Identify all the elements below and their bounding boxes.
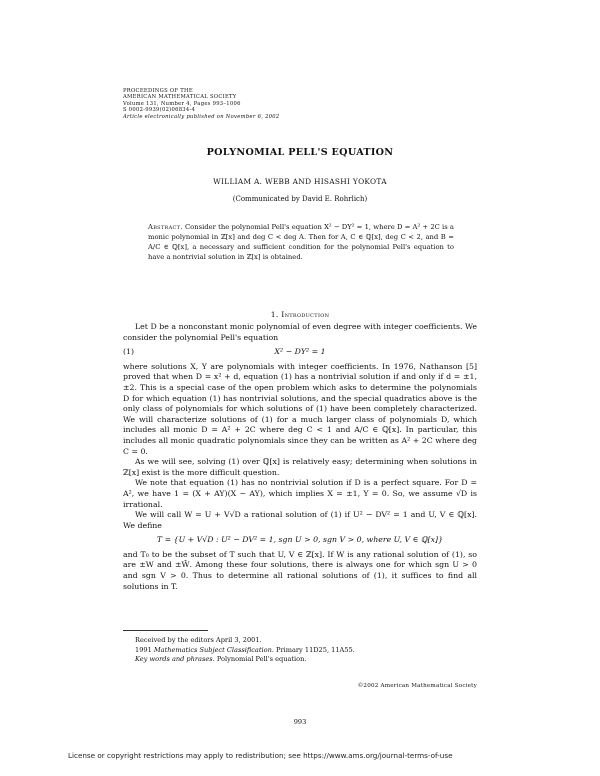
section-number: 1. [270, 310, 279, 319]
abstract-label: Abstract. [148, 223, 183, 231]
paper-title: POLYNOMIAL PELL'S EQUATION [206, 147, 394, 158]
volume-info: Volume 131, Number 4, Pages 993–1006 [123, 100, 241, 107]
paragraph-2: where solutions X, Y are polynomials with integer coefficients. In 1976, Nathanson [5] proved that when D = x² + d, equation (1) has a nontrivial solution if and only if d = ±1, ±2. This is a special case of the open problem which asks to determine the polynomials D for which equation (1) has nontrivial solutions, and the special quadratics above is the only class of polynomials for which solutions of (1) have been completely characterized. We will characterize solutions of (1) for a much larger class of polynomials D, which includes all monic D = A² + 2C where deg C < 1 and A/C ∈ ℚ[x]. In particular, this includes all monic quadratic polynomials since they can be written as A² + 2C where deg C = 0. [123, 361, 477, 456]
doi-identifier: S 0002-9939(02)06834-4 [123, 107, 196, 114]
journal-name-line1: PROCEEDINGS OF THE [123, 88, 193, 94]
received-date: Received by the editors April 3, 2001. [135, 636, 262, 644]
license-notice: License or copyright restrictions may apply to redistribution; see https://www.ams.org/journal-terms-of-use [68, 751, 453, 760]
footnote-rule [123, 630, 208, 631]
abstract-text: Consider the polynomial Pell's equation X² − DY² = 1, where D = A² + 2C is a monic polynomial in ℤ[x] and deg C < deg A. Then for A, C ∈ ℚ[x], deg C < 2, and B = A/C ∈ ℚ[x], a necessary and sufficient condition for the polynomial Pell's equation to have a nontrivial solution in ℤ[x] is obtained. [148, 223, 454, 261]
section-heading [0, 310, 600, 319]
footnotes [135, 636, 477, 665]
equation-2 [123, 535, 477, 546]
journal-name-line2: AMERICAN MATHEMATICAL SOCIETY [123, 94, 237, 101]
body-text [123, 322, 477, 592]
paragraph-3: As we will see, solving (1) over ℚ[x] is relatively easy; determining when solutions in ℤ[x] exist is the more difficult question. [123, 457, 477, 477]
page-number: 993 [293, 718, 307, 726]
abstract [148, 222, 454, 262]
journal-header [123, 88, 280, 120]
communicated-by: (Communicated by David E. Rohrlich) [232, 195, 368, 203]
section-name: Introduction [281, 310, 330, 319]
paragraph-1: Let D be a nonconstant monic polynomial of even degree with integer coefficients. We consider the polynomial Pell's equation [123, 322, 477, 342]
paragraph-4: We note that equation (1) has no nontrivial solution if D is a perfect square. For D = A², we have 1 = (X + AY)(X − AY), which implies X = ±1, Y = 0. So, we assume √D is irrational. [123, 478, 477, 509]
paragraph-6: and T₀ to be the subset of T such that U, V ∈ ℤ[x]. If W is any rational solution of (1), so are ±W and ±W̄. Among these four solutions, there is always one for which sgn U > 0 and sgn V > 0. Thus to determine all rational solutions of (1), it suffices to find all solutions in T. [123, 549, 477, 591]
keywords: Key words and phrases. Polynomial Pell's equation. [135, 655, 307, 664]
paragraph-5: We will call W = U + V√D a rational solution of (1) if U² − DV² = 1 and U, V ∈ ℚ[x]. We define [123, 510, 477, 530]
msc-classification: 1991 Mathematics Subject Classification. Primary 11D25, 11A55. [135, 645, 355, 654]
equation-number: (1) [123, 347, 135, 357]
authors: WILLIAM A. WEBB AND HISASHI YOKOTA [213, 177, 387, 186]
equation-1-expression: X² − DY² = 1 [274, 347, 326, 357]
equation-1 [123, 347, 477, 358]
equation-2-expression: T = {U + V√D : U² − DV² = 1, sgn U > 0, sgn V > 0, where U, V ∈ ℚ[x]} [156, 535, 444, 545]
publication-date: Article electronically published on November 6, 2002 [123, 113, 280, 120]
copyright-notice: ©2002 American Mathematical Society [357, 683, 477, 689]
